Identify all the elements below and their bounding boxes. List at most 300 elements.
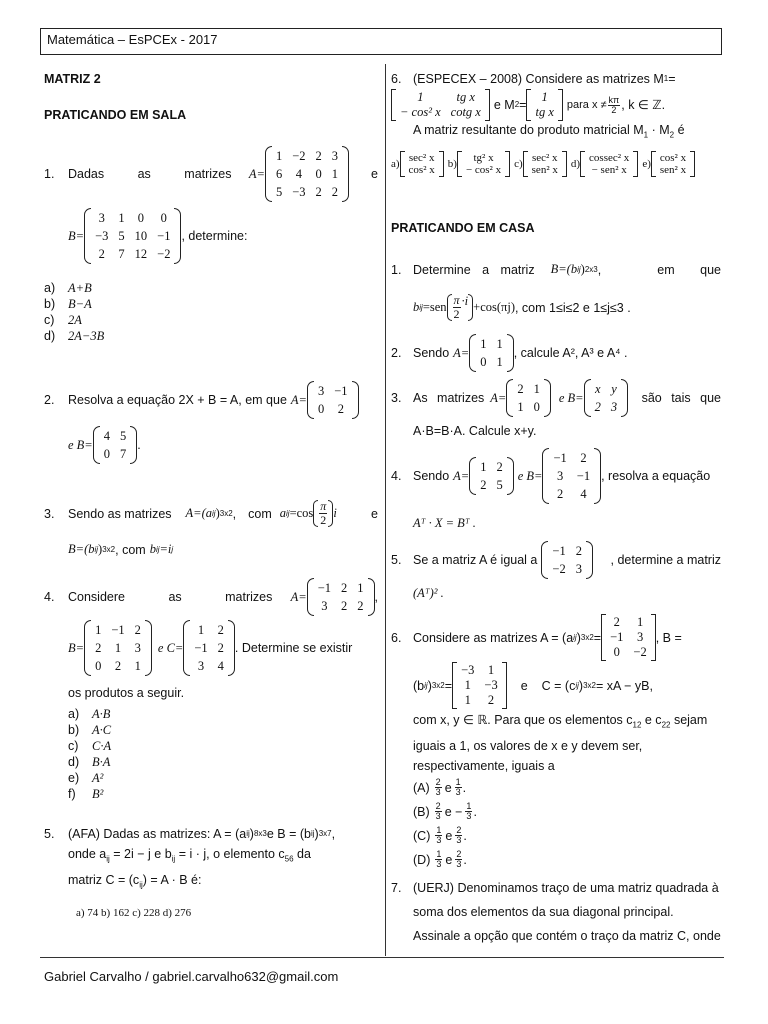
matrix-b xyxy=(542,448,601,504)
punctuation: ) xyxy=(314,827,319,841)
matrix-cell: 2 xyxy=(575,544,582,558)
math: = xA − yB, xyxy=(595,678,653,693)
subscript: ij xyxy=(577,265,581,274)
matrix-a xyxy=(307,381,359,419)
matrix-cell: 1 xyxy=(95,623,102,637)
matrix-cell: tg² x xyxy=(473,151,494,164)
section-casa: PRATICANDO EM CASA xyxy=(391,221,535,235)
matrix-label: e B= xyxy=(558,390,584,405)
question-text: é xyxy=(674,123,685,137)
question-text: Resolva a equação 2X + B = A, em que xyxy=(68,393,287,407)
matrix-label: B= xyxy=(68,640,85,655)
subscript: ij xyxy=(171,854,176,864)
question-text: matriz C = (c xyxy=(68,872,140,887)
casa-question-6: 6. Considere as matrizes A = (a ij ) 3x2 = 2 1 −1 3 0 −2 , B = xyxy=(391,615,682,659)
matrix-cell: 1 xyxy=(134,659,141,673)
answer-option: d) cossec² x − sen² x xyxy=(571,151,638,177)
matrix-cell: −2 xyxy=(157,247,171,261)
matrix-cell: 2 xyxy=(95,641,102,655)
question-5 xyxy=(44,824,378,923)
math: = xyxy=(519,98,527,112)
question-text: As matrizes xyxy=(413,391,485,405)
subscript: ij xyxy=(419,303,423,312)
matrix-label: A= xyxy=(453,345,470,360)
question-text: Aᵀ · X = Bᵀ . xyxy=(413,516,476,530)
matrix-cell: 0 xyxy=(137,211,145,225)
matrix-a xyxy=(265,146,349,202)
question-text: Determine a matriz xyxy=(413,262,535,277)
math: (b xyxy=(413,678,425,693)
matrix-cell: y xyxy=(611,382,617,396)
matrix-a xyxy=(601,614,656,661)
matrix-cell: 1 xyxy=(118,211,125,225)
numerator: kπ xyxy=(608,94,620,105)
question-text: (AFA) Dadas as matrizes: A = (a xyxy=(68,827,247,841)
punctuation: . xyxy=(137,438,141,452)
matrix-cell: 2 xyxy=(594,400,601,414)
list-item: d) 2A−3B xyxy=(44,329,105,343)
matrix-cell: 2 xyxy=(98,247,105,261)
list-item: e) A² xyxy=(68,771,104,785)
matrix-m2 xyxy=(526,89,562,121)
matrix-a xyxy=(541,541,593,579)
matrix-cell: 1 xyxy=(541,90,548,104)
matrix-cell: − cos² x xyxy=(465,163,502,176)
matrix-cell: 2 xyxy=(341,581,348,595)
matrix-cell: 0 xyxy=(533,400,540,414)
question-text: Dadas as matrizes xyxy=(68,167,232,181)
subscript: ij xyxy=(573,633,577,642)
question-text: Sendo xyxy=(413,346,450,360)
matrix-cell: 0 xyxy=(480,355,487,369)
matrix-cell: 3 xyxy=(636,630,644,644)
matrix-b xyxy=(93,426,141,464)
question-text: Se a matriz A é igual a xyxy=(413,553,538,567)
question-text: , com xyxy=(115,542,146,557)
matrix-cell: 0 xyxy=(103,447,110,461)
subscript: 1 xyxy=(643,130,649,140)
question-text: sejam xyxy=(670,713,708,727)
subscript: ij xyxy=(424,681,428,690)
question-text: ) = A · B é: xyxy=(142,872,202,887)
matrix-label: e B= xyxy=(68,437,93,452)
matrix-cell: x xyxy=(594,382,601,396)
matrix-cell: 2 xyxy=(315,185,322,199)
question-text: soma dos elementos da sua diagonal principal. xyxy=(413,905,674,919)
matrix-cell: tg x xyxy=(535,105,554,119)
question-number: 6. xyxy=(391,72,402,86)
question-text: iguais a 1, os valores de x e y devem ser, xyxy=(413,738,643,753)
matrix-cell: cossec² x xyxy=(589,151,630,164)
matrix-cell: 1 xyxy=(331,167,339,181)
math: = xyxy=(444,678,453,693)
question-number: 1. xyxy=(44,167,55,181)
answer-option: b) tg² x − cos² x xyxy=(448,151,510,177)
question-number: 4. xyxy=(44,590,55,604)
math: B=(b xyxy=(550,262,578,276)
section-matriz: MATRIZ 2 xyxy=(44,72,101,86)
matrix-cell: 2 xyxy=(357,599,364,613)
matrix-cell: 7 xyxy=(120,447,127,461)
matrix-cell: −2 xyxy=(633,645,647,659)
subscript: 2 xyxy=(514,100,520,109)
question-2 xyxy=(44,381,378,419)
answer-option: (C) $\frac{1}{3}$ e $\frac{2}{3}$ . xyxy=(413,825,467,845)
answer-option: (D) $\frac{1}{3}$ e $\frac{2}{3}$ . xyxy=(413,849,467,869)
question-text: com x, y ∈ ℝ. Para que os elementos c xyxy=(413,713,633,727)
matrix-cell: 2 xyxy=(337,402,345,416)
matrix-cell: 2 xyxy=(315,149,322,163)
question-number: 2. xyxy=(391,346,402,360)
answer-option: (A) $\frac{2}{3}$ e $\frac{1}{3}$ . xyxy=(413,777,467,797)
matrix-label: A= xyxy=(290,589,307,604)
math: B=(b xyxy=(68,542,95,556)
subscript: ij xyxy=(246,829,250,838)
matrix-cell: 2 xyxy=(341,599,348,613)
matrix-a xyxy=(307,578,375,616)
question-text: , resolva a equação xyxy=(601,469,711,483)
matrix-cell: 6 xyxy=(275,167,283,181)
matrix-label: A= xyxy=(290,392,307,407)
matrix-cell: 2 xyxy=(331,185,339,199)
math: =i xyxy=(159,542,172,556)
matrix-cell: 3 xyxy=(575,562,582,576)
math: b xyxy=(149,542,156,556)
list-item: c) C·A xyxy=(68,739,112,753)
list-item: b) A·C xyxy=(68,723,112,737)
math: ) xyxy=(580,262,585,276)
question-text: A·B=B·A. Calcule x+y. xyxy=(413,424,537,438)
question-number: 2. xyxy=(44,393,55,407)
question-text: (UERJ) Denominamos traço de uma matriz quadrada à xyxy=(413,881,719,895)
subscript: ij xyxy=(310,829,315,838)
answer-option: e) cos² x sen² x xyxy=(642,151,695,177)
subscript: ij xyxy=(139,880,143,889)
matrix-cell: 3 xyxy=(331,149,339,163)
punctuation: , xyxy=(597,262,602,277)
footer-text: Gabriel Carvalho / gabriel.carvalho632@gmail.com xyxy=(44,969,339,984)
casa-question-6-text xyxy=(413,710,721,872)
matrix-cell: −1 xyxy=(157,229,171,243)
list-item: a) A·B xyxy=(68,707,111,721)
matrix-cell: 2 xyxy=(114,659,122,673)
matrix-cell: 4 xyxy=(217,659,224,673)
question-number: 7. xyxy=(391,881,402,895)
matrix-cell: 3 xyxy=(321,599,328,613)
math: · M xyxy=(648,123,670,137)
question-text: , B = xyxy=(655,630,682,645)
question-6-sala xyxy=(391,70,721,177)
matrix-cell: 10 xyxy=(134,229,148,243)
list-item: b) B−A xyxy=(44,297,92,311)
question-number: 4. xyxy=(391,469,402,483)
answer-option: a) sec² x cos² x xyxy=(391,151,444,177)
math: +cos(πj) xyxy=(473,300,515,314)
denominator: 2 xyxy=(320,513,327,527)
punctuation: ) xyxy=(249,827,254,841)
question-text: . Determine se existir xyxy=(234,641,353,655)
matrix-b xyxy=(84,620,152,676)
math: i xyxy=(333,506,337,520)
question-1 xyxy=(44,146,378,202)
math: =sen xyxy=(422,300,447,314)
matrix-cell: sec² x xyxy=(531,151,558,164)
math: =cos xyxy=(289,506,314,520)
matrix-cell: − sen² x xyxy=(591,163,627,176)
subscript: 1 xyxy=(663,74,669,83)
question-text: Considere as matrizes xyxy=(68,590,273,604)
matrix-cell: cos² x xyxy=(659,151,687,164)
matrix-cell: 1 xyxy=(357,581,364,595)
denominator: 2 xyxy=(453,307,460,321)
question-text: = xyxy=(668,72,676,86)
list-item: c) 2A xyxy=(44,313,82,327)
casa-question-4 xyxy=(391,448,721,504)
answer-option: (B) $\frac{2}{3}$ e − $\frac{1}{3}$ . xyxy=(413,801,477,821)
question-text: , com 1≤i≤2 e 1≤j≤3 . xyxy=(514,300,631,315)
matrix-cell: −1 xyxy=(317,581,332,595)
matrix-cell: 3 xyxy=(134,641,141,655)
matrix-cell: 3 xyxy=(317,384,325,398)
matrix-cell: 3 xyxy=(98,211,105,225)
question-text: e M xyxy=(493,98,515,112)
matrix-cell: 3 xyxy=(610,400,618,414)
punctuation: , xyxy=(232,506,237,521)
matrix-cell: −1 xyxy=(334,384,348,398)
matrix-a xyxy=(469,457,514,495)
math: a xyxy=(279,506,287,520)
subscript: 3x2 xyxy=(219,509,233,518)
matrix-label: e C= xyxy=(157,640,184,655)
section-sala: PRATICANDO EM SALA xyxy=(44,108,187,122)
matrix-cell: 2 xyxy=(613,615,620,629)
question-text: Assinale a opção que contém o traço da matriz C, onde xyxy=(413,929,721,943)
subscript: 3x2 xyxy=(580,633,594,642)
matrix-cell: 2 xyxy=(496,460,503,474)
matrix-a xyxy=(469,334,514,372)
matrix-cell: 2 xyxy=(487,693,495,707)
matrix-cell: 5 xyxy=(118,229,125,243)
matrix-cell: 1 xyxy=(464,678,471,692)
list-item: d) B·A xyxy=(68,755,111,769)
matrix-cell: −3 xyxy=(95,229,109,243)
question-text: , determine: xyxy=(181,229,248,243)
question-4 xyxy=(44,578,378,616)
question-text: A matriz resultante do produto matricial M xyxy=(413,123,644,137)
matrix-label: e B= xyxy=(517,468,543,483)
matrix-cell: sen² x xyxy=(659,163,687,176)
matrix-cell: 0 xyxy=(160,211,167,225)
denominator: 2 xyxy=(611,104,617,115)
question-text: Considere as matrizes A = (a xyxy=(413,630,574,645)
punctuation: , xyxy=(331,827,336,841)
matrix-cell: 1 xyxy=(533,382,540,396)
header-title: Matemática – EsPCEx - 2017 xyxy=(40,28,722,55)
casa-question-7 xyxy=(391,876,721,948)
subscript: 3x2 xyxy=(431,681,445,690)
question-number: 5. xyxy=(44,827,55,841)
casa-question-6-line-2: (b ij ) 3x2 = −3 1 1 −3 1 2 e C = (c ij ) 3x2 = xA − yB, xyxy=(413,663,653,707)
column-divider xyxy=(385,64,386,956)
matrix-cell: 1 xyxy=(636,615,644,629)
list-item: a) A+B xyxy=(44,281,92,295)
matrix-cell: 1 xyxy=(480,337,487,351)
matrix-cell: 4 xyxy=(580,487,587,501)
matrix-cell: 5 xyxy=(275,185,283,199)
matrix-cell: 1 xyxy=(417,90,424,104)
question-1-matrix-b xyxy=(68,208,247,264)
matrix-label: A= xyxy=(248,166,265,181)
matrix-cell: −3 xyxy=(292,185,306,199)
punctuation: , xyxy=(374,590,378,604)
matrix-cell: cos² x xyxy=(408,163,435,176)
matrix-cell: 2 xyxy=(580,451,587,465)
question-4-bc xyxy=(68,620,378,676)
question-text: = 2i − j e b xyxy=(113,847,172,861)
question-text: e B = (b xyxy=(266,827,311,841)
matrix-cell: −3 xyxy=(484,678,498,692)
matrix-cell: 0 xyxy=(315,167,322,181)
question-text: respectivamente, iguais a xyxy=(413,758,555,773)
question-3-line-2: B=(b ij ) 3x2 , com b ij =i j xyxy=(68,542,174,557)
pi: π xyxy=(320,499,327,513)
question-text: são tais que xyxy=(641,391,721,405)
matrix-label: A= xyxy=(453,468,470,483)
matrix-b xyxy=(584,379,629,417)
math: A=(a xyxy=(185,506,213,520)
matrix-cell: 3 xyxy=(557,469,564,483)
question-text: , calcule A², A³ e A⁴ . xyxy=(513,346,628,360)
question-text: e c xyxy=(641,713,662,727)
superscript: j xyxy=(171,545,174,554)
matrix-cell: 2 xyxy=(557,487,564,501)
casa-question-5 xyxy=(391,541,721,579)
matrix-cell: sec² x xyxy=(408,151,435,164)
question-3: 3. Sendo as matrizes A=(a ij ) 3x2 , com a ij =cos $\frac{\pi}{2}$ i e xyxy=(44,499,378,527)
pi: π xyxy=(453,293,460,307)
subscript: 22 xyxy=(661,720,671,730)
question-number: 5. xyxy=(391,553,402,567)
math: ) xyxy=(215,506,220,520)
casa-question-1-line-2 xyxy=(413,294,631,321)
answer-options xyxy=(413,776,721,872)
casa-question-1 xyxy=(391,262,721,277)
question-text: = i · j, o elemento c xyxy=(178,847,285,861)
subscript: ij xyxy=(575,681,579,690)
question-text: onde a xyxy=(68,847,107,861)
matrix-cell: −1 xyxy=(553,451,567,465)
math: b xyxy=(413,300,420,314)
question-text: em que xyxy=(657,262,721,277)
subscript: 3x2 xyxy=(583,681,596,690)
matrix-cell: 0 xyxy=(95,659,102,673)
matrix-label: B= xyxy=(68,228,85,243)
question-number: 6. xyxy=(391,630,402,645)
matrix-a xyxy=(506,379,551,417)
subscript: 2x3 xyxy=(584,265,598,274)
matrix-cell: 1 xyxy=(487,663,495,677)
matrix-cell: 4 xyxy=(295,167,303,181)
matrix-cell: 1 xyxy=(464,693,471,707)
math: C = (c xyxy=(541,678,576,693)
matrix-cell: 1 xyxy=(275,149,283,163)
matrix-cell: 0 xyxy=(613,645,620,659)
question-number: 3. xyxy=(44,506,55,521)
subscript: 3x2 xyxy=(102,545,116,554)
subscript: 2 xyxy=(669,130,675,140)
matrix-cell: −1 xyxy=(552,544,566,558)
answer-options: a) 74 b) 162 c) 228 d) 276 xyxy=(76,907,192,919)
subscript: ij xyxy=(106,854,110,864)
question-text: para x ≠ xyxy=(566,99,607,111)
matrix-cell: −2 xyxy=(552,562,566,576)
subscript: ij xyxy=(155,545,160,554)
matrix-cell: 2 xyxy=(517,382,524,396)
conjunction: e xyxy=(520,678,528,693)
matrix-cell: 3 xyxy=(197,659,205,673)
question-2-b xyxy=(68,426,141,464)
question-text: , determine a matriz xyxy=(610,553,721,567)
matrix-cell: 1 xyxy=(197,623,205,637)
matrix-cell: 1 xyxy=(517,400,524,414)
matrix-cell: 1 xyxy=(114,641,122,655)
math: ·i xyxy=(461,294,469,308)
math: ) xyxy=(98,542,103,556)
answer-options xyxy=(391,151,721,177)
question-text: (ESPECEX – 2008) Considere as matrizes M xyxy=(413,72,664,86)
conjunction: e xyxy=(371,167,378,181)
subscript: 3x7 xyxy=(318,829,332,838)
matrix-cell: cotg x xyxy=(450,105,481,119)
matrix-cell: 5 xyxy=(120,429,127,443)
matrix-cell: 1 xyxy=(496,337,503,351)
subscript: 56 xyxy=(284,854,294,864)
question-number: 1. xyxy=(391,262,402,277)
matrix-cell: 0 xyxy=(317,402,325,416)
question-1-items xyxy=(44,280,104,344)
footer-divider xyxy=(40,957,724,958)
matrix-label: A= xyxy=(490,390,507,405)
question-text: Sendo xyxy=(413,469,450,483)
casa-question-2 xyxy=(391,334,628,372)
matrix-b xyxy=(452,662,507,709)
subscript: ij xyxy=(286,509,290,518)
list-item: f) B² xyxy=(68,787,104,801)
matrix-cell: 2 xyxy=(217,641,224,655)
matrix-cell: −2 xyxy=(292,149,306,163)
matrix-cell: −1 xyxy=(194,641,208,655)
matrix-b xyxy=(84,208,181,264)
subscript: 12 xyxy=(632,720,642,730)
matrix-cell: −1 xyxy=(111,623,125,637)
math: , k ∈ ℤ. xyxy=(621,98,666,112)
question-number: 3. xyxy=(391,391,402,405)
matrix-cell: 7 xyxy=(118,247,125,261)
question-text: da xyxy=(293,847,311,861)
question-4-items xyxy=(68,706,111,802)
question-text: os produtos a seguir. xyxy=(68,686,185,700)
matrix-cell: −1 xyxy=(576,469,591,483)
conjunction: e xyxy=(371,506,378,521)
casa-question-3 xyxy=(391,379,721,417)
matrix-c xyxy=(183,620,235,676)
matrix-cell: 4 xyxy=(103,429,110,443)
matrix-cell: −3 xyxy=(461,663,475,677)
question-text: (Aᵀ)² . xyxy=(413,586,444,600)
math: = xyxy=(593,630,602,645)
matrix-cell: − cos² x xyxy=(400,105,441,119)
question-text: Sendo as matrizes xyxy=(68,506,172,521)
